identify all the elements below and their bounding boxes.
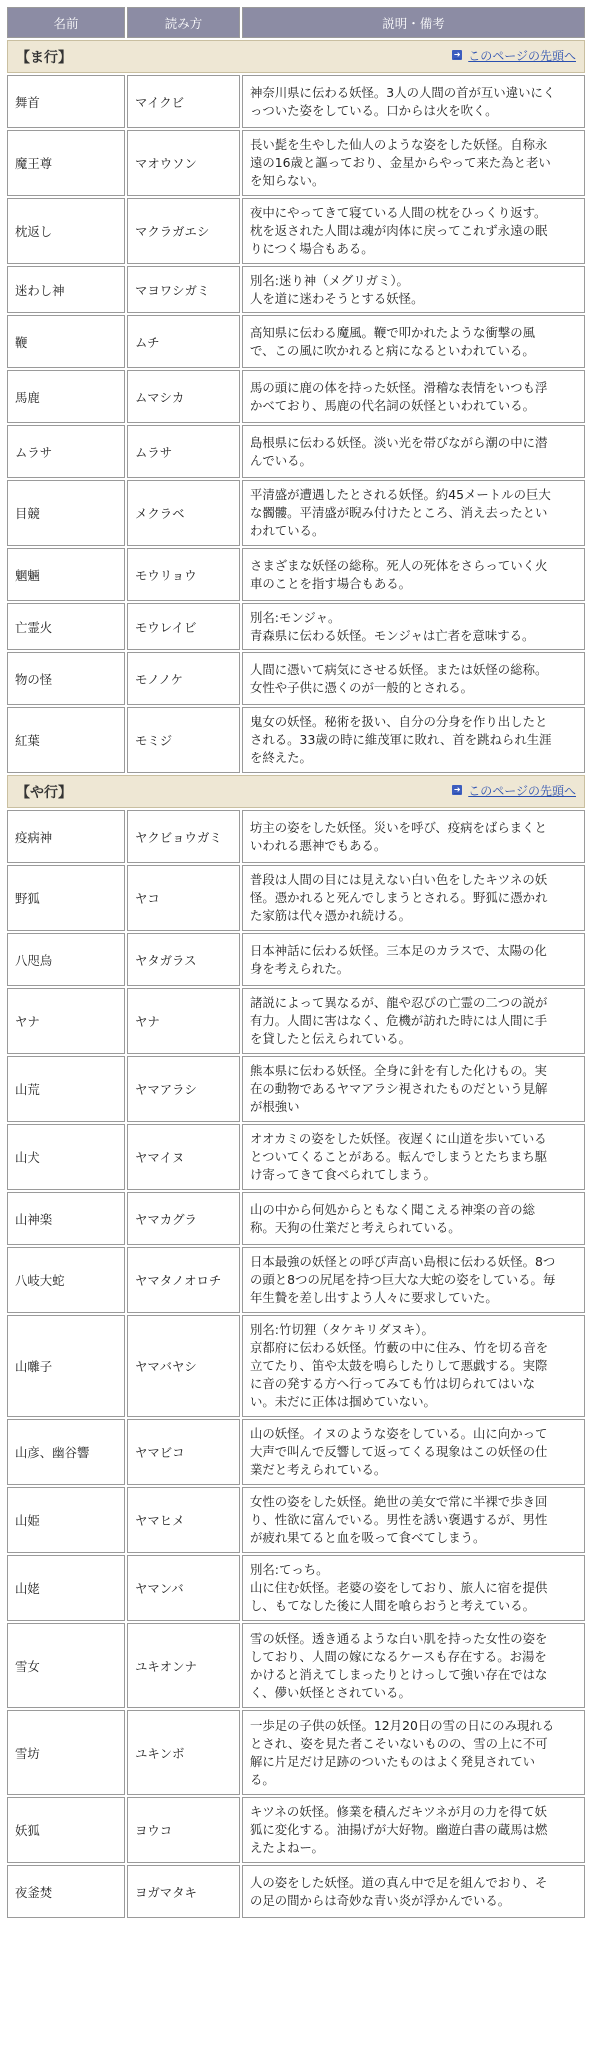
yokai-description — [242, 548, 585, 601]
yokai-name: 物の怪 — [7, 652, 125, 705]
table-header-row — [7, 7, 585, 38]
yokai-name: 亡霊火 — [7, 603, 125, 650]
yokai-reading: マクラガエシ — [127, 198, 240, 264]
yokai-reading: ヤマアラシ — [127, 1056, 240, 1122]
table-row — [7, 1192, 585, 1245]
yokai-description — [242, 810, 585, 863]
yokai-name: 山姫 — [7, 1487, 125, 1553]
table-row — [7, 75, 585, 128]
description-line: とついてくることがある。転んでしまうとたちまち駆 — [250, 1149, 548, 1164]
table-row — [7, 1419, 585, 1485]
description-line: 高知県に伝わる魔風。鞭で叩かれたような衝撃の風 — [250, 324, 535, 340]
back-to-top-link[interactable] — [452, 782, 576, 799]
yokai-description — [242, 1865, 585, 1918]
description-line: 業だと考えられている。 — [250, 1462, 387, 1477]
yokai-reading: マイクビ — [127, 75, 240, 128]
yokai-description — [242, 1056, 585, 1122]
yokai-name: 八咫烏 — [7, 933, 125, 986]
yokai-reading: モノノケ — [127, 652, 240, 705]
description-line: さまざまな妖怪の総称。死人の死体をさらっていく火 — [250, 557, 548, 573]
description-line: の頭と8つの尻尾を持つ巨大な大蛇の姿をしている。毎 — [250, 1272, 556, 1287]
description-line: が根強い — [250, 1099, 300, 1114]
yokai-reading: ムラサ — [127, 425, 240, 478]
description-line: を終えた。 — [250, 750, 312, 765]
table-row — [7, 198, 585, 264]
table-row — [7, 548, 585, 601]
yokai-name: 妖狐 — [7, 1797, 125, 1863]
description-line: んでいる。 — [250, 452, 312, 468]
section-title: 【や行】 — [16, 784, 72, 801]
description-line: 島根県に伝わる妖怪。淡い光を帯びながら潮の中に潜 — [250, 434, 548, 450]
yokai-reading: ヨガマタキ — [127, 1865, 240, 1918]
yokai-description — [242, 652, 585, 705]
yokai-description — [242, 1124, 585, 1190]
description-line: し、もてなした後に人間を喰らおうと考えている。 — [250, 1598, 535, 1613]
yokai-description — [242, 707, 585, 773]
table-row — [7, 1555, 585, 1621]
table-row — [7, 130, 585, 196]
description-line: が疲れ果てると血を吸って食べてしまう。 — [250, 1530, 486, 1545]
description-line: 別名:モンジャ。 — [250, 609, 341, 625]
yokai-reading: ヤマヒメ — [127, 1487, 240, 1553]
yokai-description — [242, 1797, 585, 1863]
yokai-description — [242, 130, 585, 196]
column-header-description: 説明・備考 — [242, 7, 585, 38]
yokai-reading: ムチ — [127, 315, 240, 368]
section-title: 【ま行】 — [16, 49, 72, 66]
yokai-description — [242, 603, 585, 650]
yokai-name: 八岐大蛇 — [7, 1247, 125, 1313]
description-line: 立てたり、笛や太鼓を鳴らしたりして悪戯する。実際 — [250, 1358, 548, 1373]
table-row — [7, 1710, 585, 1795]
column-header-reading: 読み方 — [127, 7, 240, 38]
description-line: で、この風に吹かれると病になるといわれている。 — [250, 342, 535, 358]
description-line: 長い髭を生やした仙人のような姿をした妖怪。自称永 — [250, 137, 548, 152]
yokai-name: 馬鹿 — [7, 370, 125, 423]
back-to-top-link[interactable] — [452, 47, 576, 64]
yokai-description — [242, 480, 585, 546]
back-to-top-label: このページの先頭へ — [468, 48, 576, 63]
yokai-name: 山荒 — [7, 1056, 125, 1122]
description-line: とされ、姿を見た者こそいないものの、雪の上に不可 — [250, 1735, 548, 1751]
yokai-reading: ヤマンバ — [127, 1555, 240, 1621]
description-line: く、儚い妖怪とされている。 — [250, 1684, 411, 1700]
yokai-name: 山神楽 — [7, 1192, 125, 1245]
description-line: 山の中から何処からともなく聞こえる神楽の音の総 — [250, 1201, 535, 1217]
yokai-name: 野狐 — [7, 865, 125, 931]
yokai-name: 山彦、幽谷響 — [7, 1419, 125, 1485]
yokai-description — [242, 315, 585, 368]
description-line: 日本最強の妖怪との呼び声高い島根に伝わる妖怪。8つ — [250, 1254, 556, 1269]
description-line: 青森県に伝わる妖怪。モンジャは亡者を意味する。 — [250, 627, 535, 643]
yokai-reading: ヤマバヤシ — [127, 1315, 240, 1417]
description-line: 日本神話に伝わる妖怪。三本足のカラスで、太陽の化 — [250, 942, 547, 958]
description-line: 夜中にやってきて寝ている人間の枕をひっくり返す。 — [250, 205, 547, 220]
yokai-description — [242, 1623, 585, 1708]
description-line: 人間に憑いて病気にさせる妖怪。または妖怪の総称。 — [250, 661, 548, 677]
description-line: 解に片足だけ足跡のついたものはよく発見されてい — [250, 1753, 535, 1769]
yokai-name: 疫病神 — [7, 810, 125, 863]
description-line: りにつく場合もある。 — [250, 241, 374, 256]
yokai-name: 目競 — [7, 480, 125, 546]
yokai-reading: ヤマイヌ — [127, 1124, 240, 1190]
yokai-reading: ヤナ — [127, 988, 240, 1054]
description-line: オオカミの姿をした妖怪。夜遅くに山道を歩いている — [250, 1131, 547, 1146]
arrow-right-icon: ➜ — [453, 785, 461, 794]
table-row — [7, 1315, 585, 1417]
yokai-name: 夜釜焚 — [7, 1865, 125, 1918]
description-line: 女性の姿をした妖怪。絶世の美女で常に半裸で歩き回 — [250, 1494, 548, 1509]
table-row — [7, 480, 585, 546]
yokai-reading: ヤマタノオロチ — [127, 1247, 240, 1313]
description-line: 枕を返された人間は魂が肉体に戻ってこれず永遠の眠 — [250, 223, 548, 238]
table-body — [7, 40, 585, 1918]
yokai-description — [242, 1192, 585, 1245]
yokai-name: 舞首 — [7, 75, 125, 128]
yokai-reading: モウレイビ — [127, 603, 240, 650]
description-line: い。未だに正体は掴めていない。 — [250, 1394, 436, 1409]
yokai-reading: ヤクビョウガミ — [127, 810, 240, 863]
yokai-reading: ムマシカ — [127, 370, 240, 423]
yokai-description — [242, 1487, 585, 1553]
description-line: 神奈川県に伝わる妖怪。3人の人間の首が互い違いにく — [250, 84, 556, 100]
description-line: を貸したと伝えられている。 — [250, 1031, 412, 1046]
description-line: 山の妖怪。イヌのような姿をしている。山に向かって — [250, 1426, 548, 1441]
yokai-description — [242, 865, 585, 931]
description-line: 大声で叫んで反響して返ってくる現象はこの妖怪の仕 — [250, 1444, 548, 1459]
yokai-reading: マヨワシガミ — [127, 266, 240, 313]
description-line: 年生贄を差し出すよう人々に要求していた。 — [250, 1290, 498, 1305]
description-line: 別名:迷り神（メグリガミ）。 — [250, 272, 409, 288]
description-line: えたよねー。 — [250, 1840, 324, 1855]
description-line: っついた姿をしている。口からは火を吹く。 — [250, 102, 498, 118]
yokai-reading: ヤコ — [127, 865, 240, 931]
yokai-description — [242, 370, 585, 423]
table-row — [7, 315, 585, 368]
description-line: われている。 — [250, 523, 325, 538]
yokai-reading: ヤマカグラ — [127, 1192, 240, 1245]
yokai-description — [242, 1315, 585, 1417]
description-line: る。 — [250, 1771, 275, 1787]
description-line: 諸説によって異なるが、龍や忍びの亡霊の二つの説が — [250, 995, 548, 1010]
yokai-name: 雪女 — [7, 1623, 125, 1708]
description-line: 身を考えられた。 — [250, 960, 350, 976]
table-row — [7, 652, 585, 705]
yokai-reading: ヤマビコ — [127, 1419, 240, 1485]
table-row — [7, 1056, 585, 1122]
column-header-name: 名前 — [7, 7, 125, 38]
description-line: 狐に変化する。油揚げが大好物。幽遊白書の蔵馬は燃 — [250, 1822, 548, 1837]
table-row — [7, 425, 585, 478]
description-line: 平清盛が遭遇したとされる妖怪。約45メートルの巨大 — [250, 487, 551, 502]
yokai-name: 山囃子 — [7, 1315, 125, 1417]
section-header — [7, 40, 585, 73]
yokai-name: 山姥 — [7, 1555, 125, 1621]
description-line: 馬の頭に鹿の体を持った妖怪。滑稽な表情をいつも浮 — [250, 379, 548, 395]
yokai-description — [242, 75, 585, 128]
yokai-name: 山犬 — [7, 1124, 125, 1190]
yokai-description — [242, 1555, 585, 1621]
yokai-description — [242, 198, 585, 264]
description-line: 別名:竹切狸（タケキリダヌキ）。 — [250, 1322, 434, 1337]
table-row — [7, 810, 585, 863]
yokai-description — [242, 933, 585, 986]
yokai-reading: ヨウコ — [127, 1797, 240, 1863]
description-line: 鬼女の妖怪。秘術を扱い、自分の分身を作り出したと — [250, 714, 548, 729]
yokai-name: 紅葉 — [7, 707, 125, 773]
yokai-reading: ユキンボ — [127, 1710, 240, 1795]
yokai-name: 迷わし神 — [7, 266, 125, 313]
yokai-reading: マオウソン — [127, 130, 240, 196]
table-row — [7, 1865, 585, 1918]
yokai-description — [242, 1419, 585, 1485]
yokai-description — [242, 425, 585, 478]
table-row — [7, 603, 585, 650]
yokai-reading: ヤタガラス — [127, 933, 240, 986]
description-line: 熊本県に伝わる妖怪。全身に針を有した化けもの。実 — [250, 1063, 547, 1078]
description-line: 別名:てっち。 — [250, 1562, 329, 1577]
table-row — [7, 988, 585, 1054]
yokai-description — [242, 988, 585, 1054]
yokai-reading: ユキオンナ — [127, 1623, 240, 1708]
table-row — [7, 370, 585, 423]
table-row — [7, 1623, 585, 1708]
description-line: 人の姿をした妖怪。道の真ん中で足を組んでおり、そ — [250, 1874, 548, 1890]
description-line: 一歩足の子供の妖怪。12月20日の雪の日にのみ現れる — [250, 1717, 555, 1733]
description-line: を知らない。 — [250, 173, 325, 188]
table-row — [7, 1487, 585, 1553]
yokai-name: 魍魎 — [7, 548, 125, 601]
description-line: な髑髏。平清盛が睨み付けたところ、消え去ったとい — [250, 505, 548, 520]
arrow-right-icon: ➜ — [453, 50, 461, 59]
yokai-name: 枕返し — [7, 198, 125, 264]
yokai-reading: モミジ — [127, 707, 240, 773]
description-line: け寄ってきて食べられてしまう。 — [250, 1167, 436, 1182]
yokai-description — [242, 266, 585, 313]
table-row — [7, 266, 585, 313]
description-line: キツネの妖怪。修業を積んだキツネが月の力を得て妖 — [250, 1804, 547, 1819]
description-line: 雪の妖怪。透き通るような白い肌を持った女性の姿を — [250, 1630, 548, 1646]
yokai-description — [242, 1710, 585, 1795]
description-line: 遠の16歳と謳っており、金星からやって来た為と老い — [250, 155, 551, 170]
description-line: しており、人間の嫁になるケースも存在する。お湯を — [250, 1648, 547, 1664]
description-line: される。33歳の時に維茂軍に敗れ、首を跳ねられ生涯 — [250, 732, 552, 747]
yokai-reading: モウリョウ — [127, 548, 240, 601]
table-row — [7, 933, 585, 986]
description-line: 人を道に迷わそうとする妖怪。 — [250, 290, 424, 306]
description-line: 怪。憑かれると死んでしまうとされる。野狐に憑かれ — [250, 890, 548, 905]
yokai-name: 雪坊 — [7, 1710, 125, 1795]
yokai-name: ムラサ — [7, 425, 125, 478]
yokai-name: 鞭 — [7, 315, 125, 368]
yokai-table — [5, 5, 587, 1920]
section-header — [7, 775, 585, 808]
description-line: り、性欲に富んでいる。男性を誘い褒遇するが、男性 — [250, 1512, 548, 1527]
description-line: の足の間からは奇妙な青い炎が浮かんでいる。 — [250, 1892, 511, 1908]
description-line: 普段は人間の目には見えない白い色をしたキツネの妖 — [250, 872, 548, 887]
yokai-description — [242, 1247, 585, 1313]
table-row — [7, 1124, 585, 1190]
section-header-row — [7, 40, 585, 73]
table-row — [7, 865, 585, 931]
description-line: に音の発する方へ行ってみても竹は切られてはいな — [250, 1376, 535, 1391]
description-line: た家筋は代々憑かれ続ける。 — [250, 908, 412, 923]
table-row — [7, 1247, 585, 1313]
description-line: かけると消えてしまったりとけっして強い存在ではな — [250, 1666, 548, 1682]
yokai-reading: メクラベ — [127, 480, 240, 546]
description-line: 坊主の姿をした妖怪。災いを呼び、疫病をばらまくと — [250, 819, 547, 835]
description-line: かべており、馬鹿の代名詞の妖怪といわれている。 — [250, 397, 535, 413]
yokai-name: 魔王尊 — [7, 130, 125, 196]
description-line: いわれる悪神でもある。 — [250, 837, 387, 853]
section-header-row — [7, 775, 585, 808]
description-line: 山に住む妖怪。老婆の姿をしており、旅人に宿を提供 — [250, 1580, 548, 1595]
table-row — [7, 1797, 585, 1863]
description-line: 車のことを指す場合もある。 — [250, 575, 412, 591]
description-line: 在の動物であるヤマアラシ視されたものだという見解 — [250, 1081, 548, 1096]
yokai-name: ヤナ — [7, 988, 125, 1054]
table-row — [7, 707, 585, 773]
back-to-top-label: このページの先頭へ — [468, 783, 576, 798]
description-line: 京都府に伝わる妖怪。竹藪の中に住み、竹を切る音を — [250, 1340, 549, 1355]
description-line: 有力。人間に害はなく、危機が訪れた時には人間に手 — [250, 1013, 548, 1028]
description-line: 称。天狗の仕業だと考えられている。 — [250, 1219, 461, 1235]
description-line: 女性や子供に憑くのが一般的とされる。 — [250, 679, 474, 695]
